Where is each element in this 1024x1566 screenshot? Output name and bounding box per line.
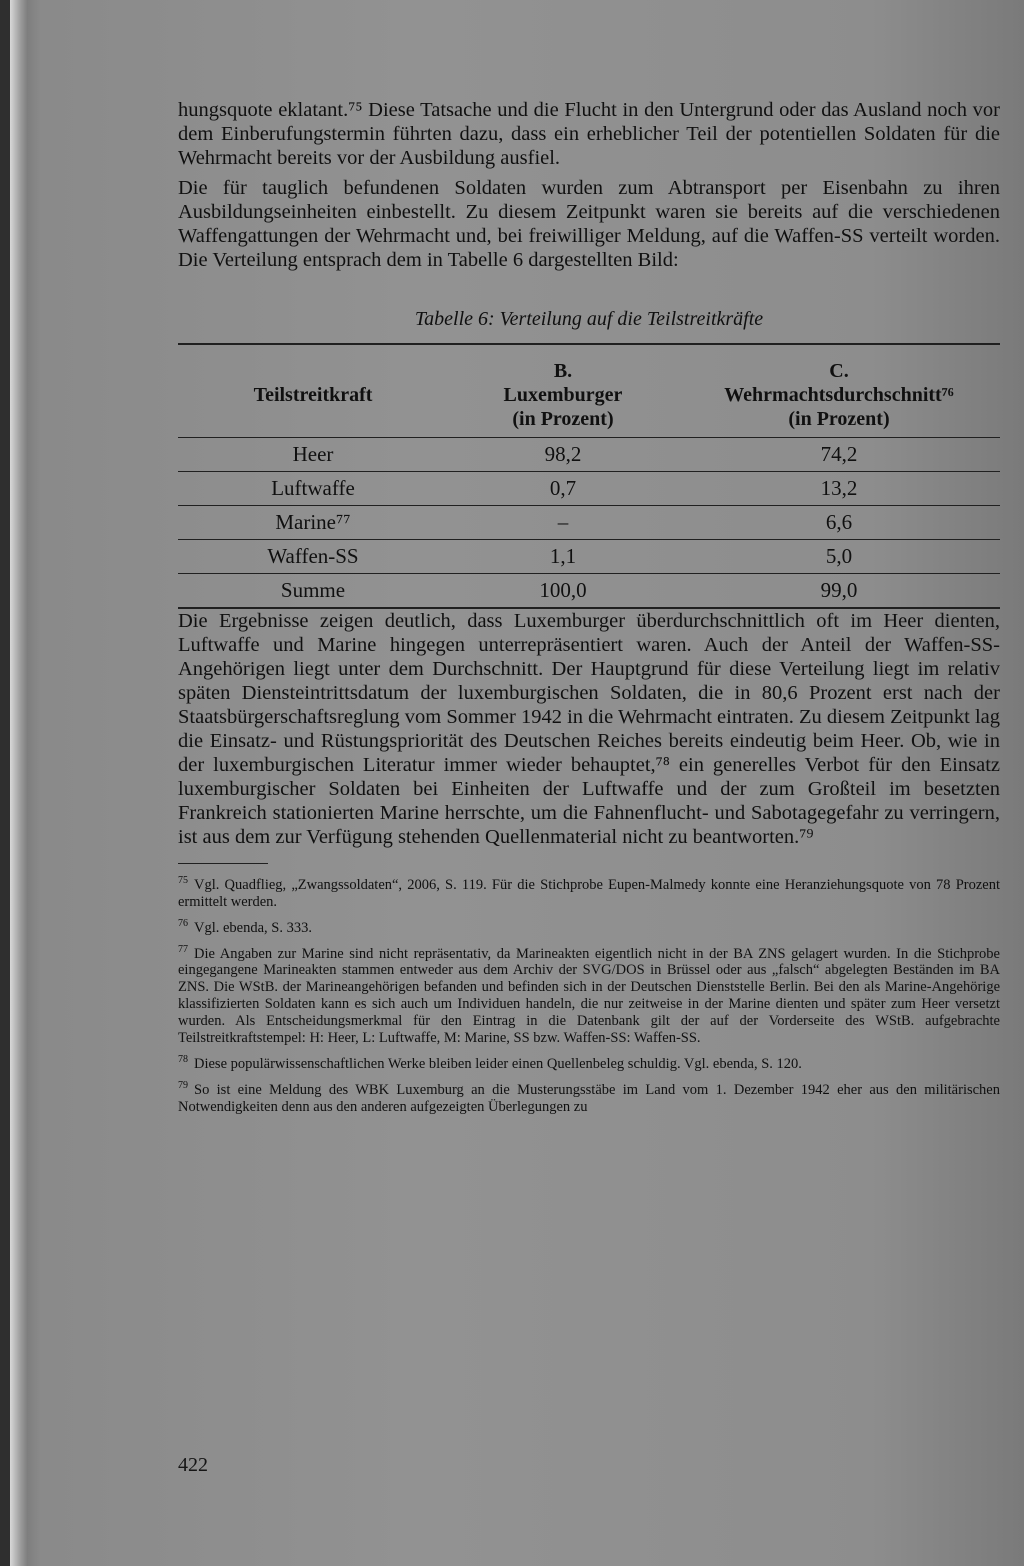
footnote-number: 75 bbox=[178, 875, 188, 886]
header-luxemburger bbox=[448, 359, 678, 431]
row-lux: 0,7 bbox=[549, 476, 577, 500]
footnote-text: Die Angaben zur Marine sind nicht repräsentativ, da Marineakten eigentlich nicht in der BA ZNS gelagert wurden. In die Stichprobe eingegangene Marineakten stammen entweder aus dem Archiv der SVG/DOS in Brüssel oder aus „falsch“ abgelegten Beständen im BA ZNS. Die WStB. der Marineangehörigen befanden und befinden sich in der Deutschen Dienststelle Berlin. Bei den als Marine-Angehörige klassifizierten Soldaten kann es sich auch um Individuen handeln, die nur zeitweise in der Marine dienten und später zum Heer versetzt wurden. Als Entscheidungsmerkmal für den Eintrag in die Datenbank gilt der auf der Vorderseite des WStB. aufgebrachte Teilstreitkraftstempel: H: Heer, L: Luftwaffe, M: Marine, SS bzw. Waffen-SS: Waffen-SS. bbox=[178, 945, 1000, 1047]
footnote-number: 77 bbox=[178, 943, 188, 955]
row-name: Summe bbox=[280, 578, 346, 602]
table-row bbox=[178, 506, 1000, 540]
footnote-text: So ist eine Meldung des WBK Luxemburg an die Musterungsstäbe im Land vom 1. Dezember 1942 eher aus den militärischen Notwendigkeiten denn aus den anderen aufgezeigten Überlegungen zu bbox=[178, 1082, 1000, 1116]
footnote bbox=[178, 1051, 1000, 1073]
footnote bbox=[178, 1077, 1000, 1116]
footnote-text: Vgl. Quadflieg, „Zwangssoldaten“, 2006, S. 119. Für die Stichprobe Eupen-Malmedy konnte eine Heranziehungsquote von 78 Prozent ermittelt werden. bbox=[178, 876, 1000, 910]
row-wehr: 5,0 bbox=[825, 544, 853, 568]
footnote bbox=[178, 872, 1000, 911]
paragraph-3: Die Ergebnisse zeigen deutlich, dass Luxemburger überdurchschnittlich oft im Heer dienten, Luftwaffe und Marine hingegen unterrepräsentiert waren. Auch der Anteil der Waffen-SS-Angehörigen liegt unter dem Durchschnitt. Der Hauptgrund für diese Verteilung liegt im relativ späten Diensteintrittsdatum der luxemburgischen Soldaten, die in 80,6 Prozent erst nach der Staatsbürgerschaftsreglung vom Sommer 1942 in die Wehrmacht eintraten. Zu diesem Zeitpunkt lag die Einsatz- und Rüstungspriorität des Deutschen Reiches bereits eindeutig beim Heer. Ob, wie in der luxemburgischen Literatur immer wieder behauptet,⁷⁸ ein generelles Verbot für den Einsatz luxemburgischer Soldaten bei Einheiten der Luftwaffe und der zum Großteil im besetzten Frankreich stationierten Marine herrschte, um die Fahnenflucht- und Sabotagegefahr zu verringern, ist aus dem zur Verfügung stehenden Quellenmaterial nicht zu beantworten.⁷⁹ bbox=[178, 610, 1000, 848]
page-number: 422 bbox=[178, 1454, 208, 1476]
paragraph-1: hungsquote eklatant.⁷⁵ Diese Tatsache und die Flucht in den Untergrund oder das Ausland noch vor dem Einberufungstermin führten dazu, dass ein erheblicher Teil der potentiellen Soldaten für die Wehrmacht bereits vor der Ausbildung ausfiel. bbox=[178, 99, 1000, 169]
table-row bbox=[178, 540, 1000, 574]
book-page bbox=[10, 0, 1024, 1566]
footnote-text: Diese populärwissenschaftlichen Werke bleiben leider einen Quellenbeleg schuldig. Vgl. ebenda, S. 120. bbox=[194, 1056, 802, 1073]
row-name: Marine⁷⁷ bbox=[275, 510, 351, 534]
row-wehr: 13,2 bbox=[820, 476, 858, 500]
row-lux: 100,0 bbox=[539, 578, 587, 602]
page-content bbox=[178, 98, 1000, 1120]
table-row bbox=[178, 438, 1000, 472]
header-luxemburger-letter: B. bbox=[553, 360, 573, 382]
distribution-table bbox=[178, 343, 1000, 609]
header-luxemburger-unit: (in Prozent) bbox=[512, 408, 614, 430]
row-lux: – bbox=[557, 510, 569, 534]
row-lux: 1,1 bbox=[549, 544, 577, 568]
header-luxemburger-label: Luxemburger bbox=[503, 384, 623, 406]
footnote-text: Vgl. ebenda, S. 333. bbox=[194, 919, 312, 936]
table-row bbox=[178, 472, 1000, 506]
paragraph-2: Die für tauglich befundenen Soldaten wurden zum Abtransport per Eisenbahn zu ihren Ausbildungseinheiten einbestellt. Zu diesem Zeitpunkt waren sie bereits auf die verschiedenen Waffengattungen der Wehrmacht und, bei freiwilliger Meldung, auf die Waffen-SS verteilt worden. Die Verteilung entsprach dem in Tabelle 6 dargestellten Bild: bbox=[178, 177, 1000, 271]
footnote-number: 78 bbox=[178, 1054, 188, 1066]
row-wehr: 74,2 bbox=[820, 442, 858, 466]
row-name: Waffen-SS bbox=[267, 544, 359, 568]
header-wehrmacht-letter: C. bbox=[829, 360, 849, 382]
header-wehrmacht-label: Wehrmachtsdurchschnitt⁷⁶ bbox=[724, 384, 954, 406]
header-wehrmacht bbox=[678, 359, 1000, 431]
row-name: Heer bbox=[292, 442, 334, 466]
row-lux: 98,2 bbox=[544, 442, 582, 466]
row-wehr: 6,6 bbox=[825, 510, 853, 534]
table-caption: Tabelle 6: Verteilung auf die Teilstreitkräfte bbox=[414, 308, 764, 330]
header-teilstreitkraft: Teilstreitkraft bbox=[253, 384, 373, 406]
header-wehrmacht-unit: (in Prozent) bbox=[788, 408, 890, 430]
footnote bbox=[178, 915, 1000, 937]
row-wehr: 99,0 bbox=[820, 578, 858, 602]
footnote bbox=[178, 941, 1000, 1048]
table-row-summe bbox=[178, 574, 1000, 609]
book-gutter bbox=[10, 0, 28, 1566]
footnote-rule bbox=[178, 863, 268, 864]
footnote-number: 76 bbox=[178, 917, 188, 929]
row-name: Luftwaffe bbox=[271, 476, 355, 500]
footnote-number: 79 bbox=[178, 1080, 188, 1092]
table-header-row bbox=[178, 345, 1000, 437]
